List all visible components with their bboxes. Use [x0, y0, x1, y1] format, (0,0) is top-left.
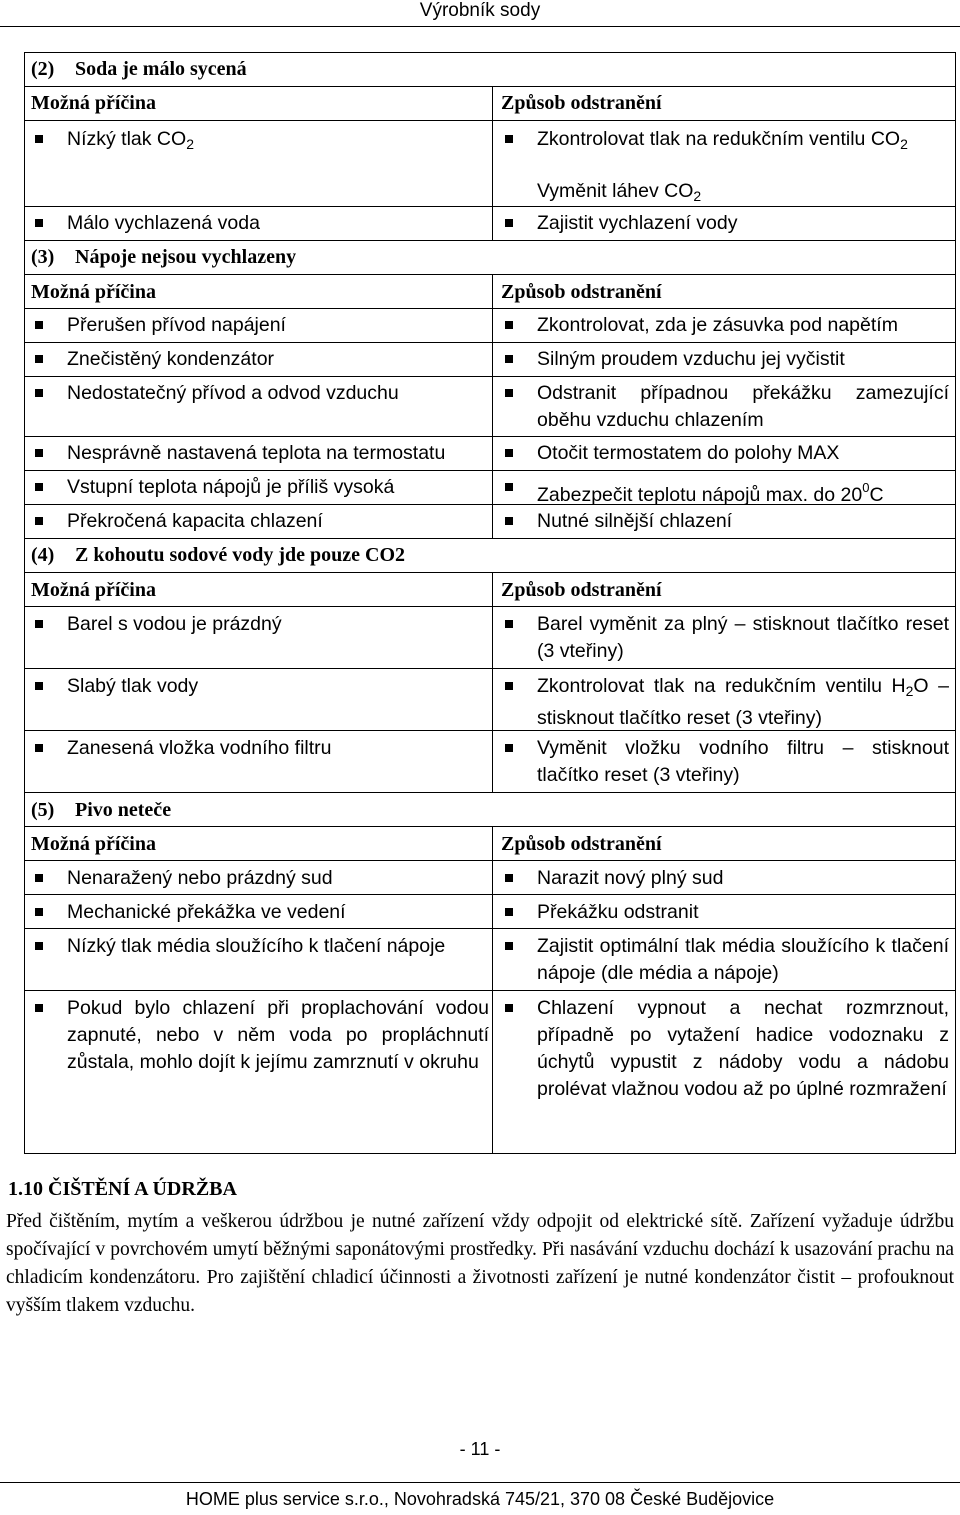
cause-header: Možná příčina	[31, 92, 156, 114]
section-title: Nápoje nejsou vychlazeny	[75, 246, 297, 268]
remedy-header: Způsob odstranění	[501, 579, 662, 601]
bullet-icon	[505, 321, 513, 329]
cause-item: Nesprávně nastavená teplota na termostatu	[31, 440, 489, 467]
bullet-icon	[35, 517, 43, 525]
footer-text: HOME plus service s.r.o., Novohradská 745/21, 370 08 České Budějovice	[185, 1489, 775, 1509]
column-divider	[492, 87, 493, 241]
bullet-icon	[505, 517, 513, 525]
remedy-header: Způsob odstranění	[501, 281, 662, 303]
cause-item: Pokud bylo chlazení při proplachování vodou zapnuté, nebo v něm voda po propláchnutí zůstala, mohlo dojít k jejímu zamrznutí v okruhu	[31, 995, 489, 1076]
table-row	[25, 505, 955, 539]
bullet-icon	[505, 682, 513, 690]
bullet-icon	[505, 483, 513, 491]
remedy-header: Způsob odstranění	[501, 92, 662, 114]
bullet-icon	[35, 449, 43, 457]
column-divider	[492, 573, 493, 793]
remedy-item: Otočit termostatem do polohy MAX	[501, 440, 949, 467]
remedy-item: Vyměnit vložku vodního filtru – stisknout tlačítko reset (3 vteřiny)	[501, 735, 949, 789]
section-title-row	[25, 793, 955, 827]
cause-item: Zanesená vložka vodního filtru	[31, 735, 489, 762]
bullet-icon	[35, 219, 43, 227]
bullet-icon	[35, 135, 43, 143]
bullet-icon	[505, 355, 513, 363]
remedy-item: Překážku odstranit	[501, 899, 949, 926]
cause-header: Možná příčina	[31, 579, 156, 601]
remedy-item: Zajistit vychlazení vody	[501, 210, 949, 237]
bullet-icon	[35, 620, 43, 628]
bullet-icon	[35, 483, 43, 491]
table-row	[25, 991, 955, 1153]
remedy-item: Zabezpečit teplotu nápojů max. do $20^0C$	[501, 474, 949, 509]
column-divider	[492, 275, 493, 539]
column-header-row	[25, 275, 955, 309]
remedy-item: Zkontrolovat tlak na redukčním ventilu $CO_2$	[501, 126, 949, 158]
bullet-icon	[35, 874, 43, 882]
remedy-item: Nutné silnější chlazení	[501, 508, 949, 535]
cause-item: Nenaražený nebo prázdný sud	[31, 865, 489, 892]
bullet-icon	[505, 1004, 513, 1012]
cause-item: Slabý tlak vody	[31, 673, 489, 700]
column-header-row	[25, 87, 955, 121]
section-number: (3)	[31, 246, 55, 268]
bullet-icon	[35, 744, 43, 752]
table-row	[25, 207, 955, 241]
column-header-row	[25, 827, 955, 861]
bullet-icon	[505, 744, 513, 752]
remedy-header: Způsob odstranění	[501, 833, 662, 855]
cause-item: Nedostatečný přívod a odvod vzduchu	[31, 380, 489, 407]
table-row	[25, 895, 955, 929]
table-row	[25, 731, 955, 793]
page-header	[0, 0, 960, 27]
section-title-row	[25, 241, 955, 275]
cause-item: Nízký tlak $CO_2$	[31, 126, 489, 158]
page-footer	[0, 1482, 960, 1511]
bullet-icon	[505, 942, 513, 950]
remedy-item: Odstranit případnou překážku zamezující oběhu vzduchu chlazením	[501, 380, 949, 434]
table-row	[25, 437, 955, 471]
table-row	[25, 309, 955, 343]
remedy-item: Narazit nový plný sud	[501, 865, 949, 892]
table-row	[25, 471, 955, 505]
cause-item: Znečistěný kondenzátor	[31, 346, 489, 373]
table-row	[25, 861, 955, 895]
cause-item: Překročená kapacita chlazení	[31, 508, 489, 535]
table-row	[25, 121, 955, 173]
bullet-icon	[505, 908, 513, 916]
table-row	[25, 929, 955, 991]
remedy-item: Zkontrolovat tlak na redukčním ventilu $H_2O$ – stisknout tlačítko reset (3 vteřiny)	[501, 673, 949, 732]
cause-header: Možná příčina	[31, 833, 156, 855]
remedy-item: Barel vyměnit za plný – stisknout tlačítko reset (3 vteřiny)	[501, 611, 949, 665]
bullet-icon	[505, 135, 513, 143]
bullet-icon	[505, 620, 513, 628]
bullet-icon	[35, 682, 43, 690]
header-title: Výrobník sody	[419, 0, 541, 21]
table-row	[25, 173, 955, 207]
section-number: (4)	[31, 544, 55, 566]
bullet-icon	[505, 389, 513, 397]
chapter-heading: 1.10 ČIŠTĚNÍ A ÚDRŽBA	[8, 1178, 237, 1200]
page-number: - 11 -	[459, 1439, 501, 1459]
remedy-item: Silným proudem vzduchu jej vyčistit	[501, 346, 949, 373]
bullet-icon	[505, 874, 513, 882]
bullet-icon	[35, 355, 43, 363]
section-title-row	[25, 539, 955, 573]
column-header-row	[25, 573, 955, 607]
bullet-icon	[35, 321, 43, 329]
remedy-item: Chlazení vypnout a nechat rozmrznout, případně po vytažení hadice vodoznaku z úchytů vypustit z nádoby vodu a nádobu prolévat vlažnou vodou až po úplné rozmražení	[501, 995, 949, 1103]
cause-item: Nízký tlak média sloužícího k tlačení nápoje	[31, 933, 489, 960]
bullet-icon	[35, 389, 43, 397]
bullet-icon	[35, 942, 43, 950]
section-title: Soda je málo sycená	[75, 58, 247, 80]
section-number: (2)	[31, 58, 55, 80]
section-number: (5)	[31, 799, 55, 821]
cause-item: Vstupní teplota nápojů je příliš vysoká	[31, 474, 489, 501]
cause-item: Mechanické překážka ve vedení	[31, 899, 489, 926]
cause-item: Přerušen přívod napájení	[31, 312, 489, 339]
cause-item: Málo vychlazená voda	[31, 210, 489, 237]
bullet-icon	[505, 219, 513, 227]
table-row	[25, 377, 955, 437]
cause-header: Možná příčina	[31, 281, 156, 303]
section-title: Z kohoutu sodové vody jde pouze CO2	[75, 544, 406, 566]
table-row	[25, 607, 955, 669]
bullet-icon	[505, 449, 513, 457]
troubleshooting-table	[24, 52, 956, 1154]
chapter-paragraph: Před čištěním, mytím a veškerou údržbou je nutné zařízení vždy odpojit od elektrické sítě. Zařízení vyžaduje údržbu spočívající v povrchovém umytí běžnými saponátovými prostředky. Při nasávání vzduchu dochází k usazování prachu na chladicím kondenzátoru. Pro zajištění chladicí účinnosti a životnosti zařízení je nutné kondenzátor čistit – profouknout vyšším tlakem vzduchu.	[6, 1211, 954, 1316]
section-title: Pivo neteče	[75, 799, 172, 821]
remedy-item: Zkontrolovat, zda je zásuvka pod napětím	[501, 312, 949, 339]
bullet-icon	[35, 908, 43, 916]
remedy-item: Zajistit optimální tlak média sloužícího k tlačení nápoje (dle média a nápoje)	[501, 933, 949, 987]
bullet-icon	[35, 1004, 43, 1012]
remedy-item: Vyměnit láhev $CO_2$	[537, 180, 702, 204]
column-divider	[492, 827, 493, 1153]
section-title-row	[25, 53, 955, 87]
cause-item: Barel s vodou je prázdný	[31, 611, 489, 638]
table-row	[25, 343, 955, 377]
table-row	[25, 669, 955, 731]
